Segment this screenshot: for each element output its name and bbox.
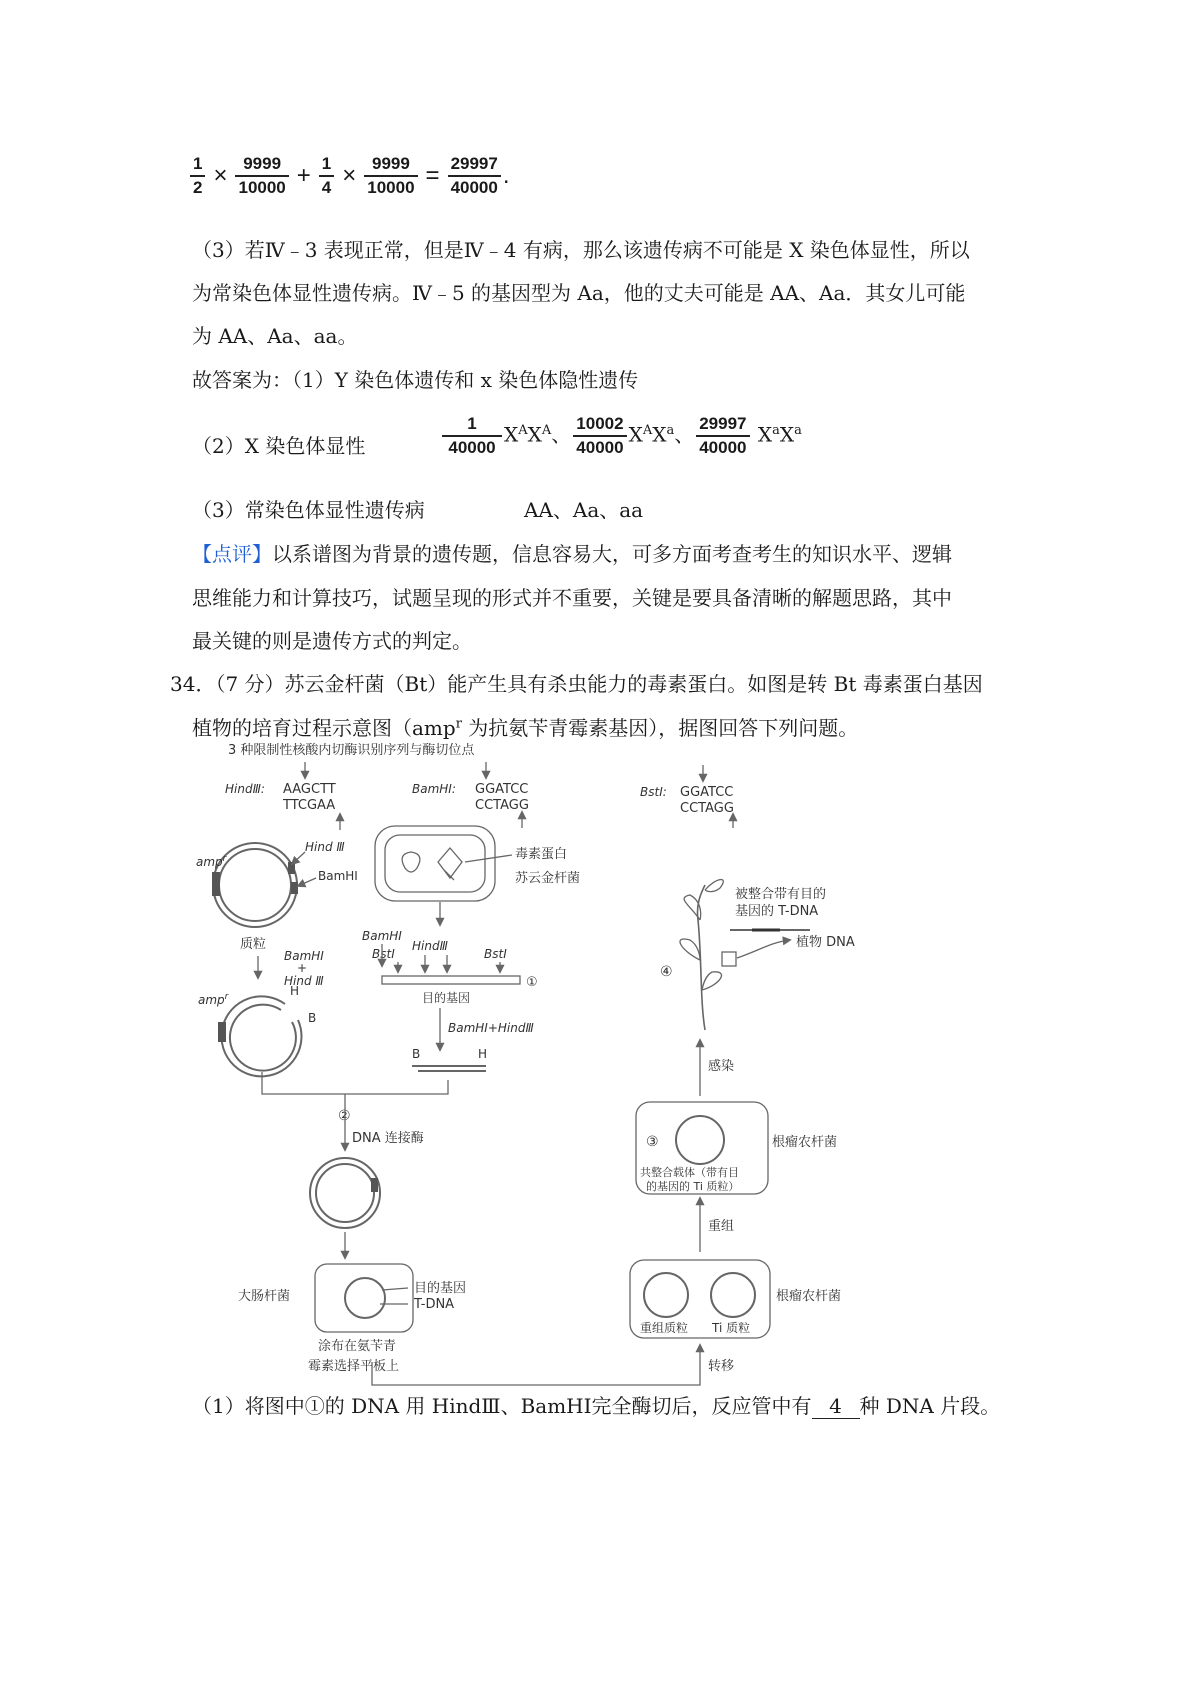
agro-cell xyxy=(630,1260,770,1338)
plant-leaf xyxy=(684,895,701,920)
fraction: $\frac{29997}{40000}$ xyxy=(696,414,749,458)
plant-leaf xyxy=(705,880,723,892)
fraction: $\frac{9999}{10000}$ xyxy=(235,154,288,198)
target-gene-label: 目的基因 xyxy=(422,991,471,1005)
fraction: $\frac{1}{2}$ xyxy=(190,154,205,198)
enzyme-table-title: 3 种限制性核酸内切酶识别序列与酶切位点 xyxy=(228,743,475,758)
plant-cell-box xyxy=(722,952,736,966)
plant-dna-pointer xyxy=(737,940,790,958)
comment-tag: 【点评】 xyxy=(192,542,272,566)
cointegrate-label-1: 共整合载体（带有目 xyxy=(640,1166,739,1179)
bt-label: 苏云金杆菌 xyxy=(515,871,581,886)
question-34-line-1: 34．（7 分）苏云金杆菌（Bt）能产生具有杀虫能力的毒素蛋白。如图是转 Bt 毒素蛋白基因 xyxy=(170,672,983,696)
bt-cell-inner xyxy=(385,835,485,892)
tdna-note-1: 被整合带有目的 xyxy=(735,887,827,902)
fraction: $\frac{9999}{10000}$ xyxy=(364,154,417,198)
join-line xyxy=(262,1072,448,1094)
ligase-label: DNA 连接酶 xyxy=(352,1131,424,1146)
ti-plasmid xyxy=(711,1273,755,1317)
recombinant-plasmid-outer xyxy=(310,1158,380,1228)
comment-line-3: 最关键的则是遗传方式的判定。 xyxy=(192,629,472,653)
formula-top: $\frac{1}{2}$ × $\frac{9999}{10000}$ + $\frac{1}{4}$ × $\frac{9999}{10000}$ = $\frac{29997}{40000}$ . xyxy=(188,154,510,198)
plasmid-bam-pointer xyxy=(298,878,316,886)
circle-1: ① xyxy=(526,975,538,990)
comment-line-2: 思维能力和计算技巧，试题呈现的形式并不重要，关键是要具备清晰的解题思路，其中 xyxy=(192,586,952,610)
ampr2-label: amp$^r$ xyxy=(198,992,229,1007)
plant-leaf xyxy=(680,939,700,960)
bt-crystal-shape xyxy=(438,848,462,880)
toxin-label: 毒素蛋白 xyxy=(515,847,568,862)
explain-line-3: 为 AA、Aa、aa。 xyxy=(192,324,358,348)
fraction: $\frac{1}{40000}$ xyxy=(442,414,502,458)
fraction: $\frac{10002}{40000}$ xyxy=(573,414,626,458)
infect-label: 感染 xyxy=(708,1059,735,1074)
ampr-label: amp$^r$ xyxy=(196,854,227,869)
ti-plasmid-label: Ti 质粒 xyxy=(712,1321,751,1335)
dna-fragment-1 xyxy=(382,976,520,984)
cut-end-H: H xyxy=(290,984,300,998)
plasmid-site-marker xyxy=(288,862,295,874)
plasmid-outer xyxy=(213,843,297,927)
question-1: （1）将图中①的 DNA 用 HindⅢ、BamHⅠ完全酶切后，反应管中有 4 种 DNA 片段。 xyxy=(192,1394,1001,1418)
circle-2: ② xyxy=(338,1108,351,1124)
answer-3-label: （3）常染色体显性遗传病 xyxy=(192,498,425,522)
site-hind-label: HindⅢ xyxy=(412,939,448,953)
cut-plasmid-outer xyxy=(222,996,302,1076)
plant-leaf xyxy=(702,972,721,990)
cointegrate-label-2: 的基因的 Ti 质粒） xyxy=(646,1180,740,1193)
ecoli-gene-label: 目的基因 xyxy=(414,1281,467,1296)
plant-dna-label: 植物 DNA xyxy=(796,935,855,950)
plasmid-enzyme-2: Hind Ⅲ xyxy=(284,974,324,988)
digest-label: BamHⅠ+HindⅢ xyxy=(448,1021,534,1035)
fragment-H-label: H xyxy=(478,1047,488,1061)
spread-label-2: 霉素选择平板上 xyxy=(308,1359,400,1374)
hind-seq-top: AAGCTT xyxy=(283,782,336,797)
answer-2-label: （2）X 染色体显性 xyxy=(192,434,366,458)
answer-intro: 故答案为：（1）Y 染色体遗传和 x 染色体隐性遗传 xyxy=(192,368,639,392)
bst-seq-bottom: CCTAGG xyxy=(680,801,734,816)
question-34-line-2: 植物的培育过程示意图（amp$^r$ 为抗氨苄青霉素基因），据图回答下列问题。 xyxy=(192,716,859,740)
agro-label-2: 根瘤农杆菌 xyxy=(772,1135,838,1150)
ecoli-cell xyxy=(315,1264,413,1332)
bst-seq-top: GGATCC xyxy=(680,785,734,800)
bam-seq-top: GGATCC xyxy=(475,782,529,797)
cointegrate-cell xyxy=(636,1102,768,1194)
answer-2-genotypes: $\frac{1}{40000}$ $X^AX^A$、 $\frac{10002}{40000}$ $X^AX^a$、 $\frac{29997}{40000}$ $X^aX^a$ xyxy=(440,414,802,458)
plasmid-enzyme-1: BamHⅠ xyxy=(284,949,324,963)
comment-line-1: 【点评】以系谱图为背景的遗传题，信息容易大，可多方面考查考生的知识水平、逻辑 xyxy=(192,542,952,566)
ecoli-label: 大肠杆菌 xyxy=(238,1289,291,1304)
recombinant-plasmid-inner xyxy=(316,1164,374,1222)
ampr-marker xyxy=(212,872,220,896)
recombinant-plasmid-in-agro xyxy=(644,1273,688,1317)
plant-stem xyxy=(697,885,705,1030)
transfer-label: 转移 xyxy=(708,1359,735,1374)
plasmid-enzyme-plus: + xyxy=(297,961,308,975)
plasmid-hind-label: Hind Ⅲ xyxy=(305,840,345,854)
bam-label: BamHⅠ: xyxy=(412,782,456,796)
explain-line-1: （3）若Ⅳ﹣3 表现正常，但是Ⅳ﹣4 有病，那么该遗传病不可能是 X 染色体显性，所以 xyxy=(192,238,970,262)
cointegrate-plasmid xyxy=(676,1116,724,1164)
answer-3-value: AA、Aa、aa xyxy=(524,498,644,522)
site-bst1-label: BstⅠ xyxy=(372,947,395,961)
plasmid-hind-pointer xyxy=(292,852,305,864)
rec-plasmid-label: 重组质粒 xyxy=(640,1321,689,1335)
plasmid-bam-label: BamHⅠ xyxy=(318,869,358,883)
explain-line-2: 为常染色体显性遗传病。Ⅳ﹣5 的基因型为 Aa，他的丈夫可能是 AA、Aa．其女儿可能 xyxy=(192,281,966,305)
ecoli-plasmid xyxy=(345,1278,385,1318)
circle-3: ③ xyxy=(646,1134,659,1150)
circle-4: ④ xyxy=(660,964,673,980)
insert-marker xyxy=(371,1178,378,1192)
cut-end-B: B xyxy=(308,1011,317,1025)
ampr-marker xyxy=(218,1022,226,1042)
fragment-B-label: B xyxy=(412,1047,421,1061)
plasmid-label: 质粒 xyxy=(240,937,267,952)
site-bam-label: BamHⅠ xyxy=(362,929,402,943)
bam-seq-bottom: CCTAGG xyxy=(475,798,529,813)
ecoli-tdna-label: T-DNA xyxy=(414,1297,455,1312)
spread-label-1: 涂布在氨苄青 xyxy=(318,1339,397,1354)
transfer-line xyxy=(372,1345,700,1385)
answer-blank: 4 xyxy=(812,1394,860,1419)
site-bst2-label: BstⅠ xyxy=(484,947,507,961)
agro-label-1: 根瘤农杆菌 xyxy=(776,1289,842,1304)
bt-plasmid-shape xyxy=(402,852,420,872)
ecoli-gene-pointer xyxy=(382,1288,408,1290)
fraction: $\frac{1}{4}$ xyxy=(319,154,334,198)
hind-seq-bottom: TTCGAA xyxy=(283,798,336,813)
fraction: $\frac{29997}{40000}$ xyxy=(448,154,501,198)
recombine-label: 重组 xyxy=(708,1219,735,1234)
cut-plasmid-inner xyxy=(230,1005,296,1071)
tdna-note-2: 基因的 T-DNA xyxy=(735,904,819,919)
bt-cell-outer xyxy=(375,826,495,901)
bst-label: BstⅠ: xyxy=(640,785,667,799)
plasmid-inner xyxy=(219,849,291,921)
toxin-pointer xyxy=(465,855,512,862)
plasmid-site-marker xyxy=(291,882,298,894)
hind-label: HindⅢ: xyxy=(225,782,265,796)
